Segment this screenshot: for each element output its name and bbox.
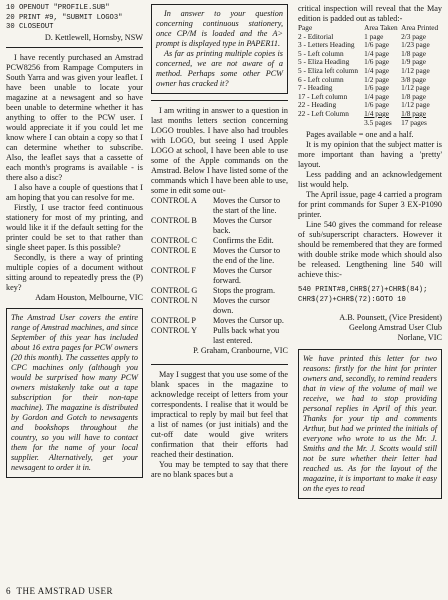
command-desc: Moves the Cursor back. [213, 216, 272, 235]
command-desc: Moves the Cursor up. [213, 316, 284, 325]
command-desc: Pulls back what you last entered. [213, 326, 280, 345]
editor-reply: In answer to your question concerning continuous stationery, once CP/M is loaded and the A> prompt is displayed type in PAPER11. [156, 9, 283, 48]
column-left [6, 4, 143, 478]
letter-blank-spaces [151, 370, 288, 480]
table-cell [298, 119, 364, 128]
table-total-row [298, 119, 442, 128]
table-cell: 17 pages [401, 117, 427, 127]
code-line: 540 PRINT#8,CHR$(27)+CHR$(84); [298, 286, 428, 295]
table-header: Page [298, 23, 313, 32]
command-key: CONTROL N [151, 296, 198, 305]
command-key: CONTROL C [151, 236, 197, 245]
command-key: CONTROL P [151, 316, 196, 325]
paragraph: critical inspection will reveal that the May edition is padded out as tabled:- [298, 4, 442, 23]
letter-signature: Norlane, VIC [397, 333, 442, 343]
code-listing [298, 286, 442, 305]
table-header: Area Printed [401, 23, 439, 32]
command-row [151, 246, 288, 266]
command-list [151, 196, 288, 346]
letter-pcw [6, 53, 143, 303]
letter-signature: A.B. Pounsett, (Vice President) [339, 313, 442, 323]
paragraph: Line 540 gives the command for release of sub/superscript characters. However it should be remembered that they are formed with double strike mode which should also be released. Lengthening line 540 will achieve this:- [298, 220, 442, 280]
command-key: CONTROL F [151, 266, 196, 275]
magazine-name: THE AMSTRAD USER [16, 586, 114, 596]
table-cell: 3 - Letters Heading [298, 40, 355, 50]
letter-signature: P. Graham, Cranbourne, VIC [193, 346, 288, 355]
table-cell: 1/9 page [401, 57, 427, 67]
letter-logo [151, 106, 288, 356]
command-desc: Confirms the Edit. [213, 236, 274, 245]
table-cell: 1/8 page [401, 48, 427, 58]
table-cell: 1 page [364, 31, 384, 41]
command-row [151, 316, 288, 326]
divider [151, 100, 288, 101]
command-row [151, 266, 288, 286]
editor-reply: We have printed this letter for two reasons: firstly for the hint for printer owners and, secondly, to remind readers that in view of the volume of mail we receive, we had to stop providing personal replies in April of this year. Thanks for your tip and comments Arthur, but had we printed the initials of everyone who wrote to us the Mr. J. Smiths and the Mr. J. Scotts would still not be sure whether their letter had reached us. As for the layout of the magazine, it is important to make it easy on the eyes to read [303, 354, 437, 494]
code-line: 20 PRINT #9, "SUBMIT LOGO3" [6, 13, 123, 22]
page-number: 6 [6, 586, 11, 596]
table-cell: 22 - Heading [298, 100, 337, 110]
code-line: 10 OPENOUT "PROFILE.SUB" [6, 4, 110, 12]
table-cell: 1/12 page [401, 83, 430, 93]
table-cell: 3.5 pages [364, 117, 392, 127]
table-cell: 5 - Eliza Heading [298, 57, 350, 67]
paragraph: The April issue, page 4 carried a program for print commands for Super 3 EX-P1090 printer. [298, 190, 442, 220]
table-cell: 2 - Editorial [298, 31, 334, 41]
command-desc: Moves the cursor down. [213, 296, 270, 315]
table-cell: 2/3 page [401, 31, 427, 41]
column-right [298, 4, 442, 499]
paragraph: May I suggest that you use some of the blank spaces in the magazine to acknowledge receipt of letters from your correspondents. I realise that it would be impractical to reply by mail but feel that a list of names (or just initials) and the cut-off date would give writers confirmation that their efforts had reached their destination. [151, 370, 288, 459]
table-cell: 5 - Left column [298, 48, 344, 58]
paragraph: I also have a couple of questions that I am hoping that you can resolve for me. [6, 182, 143, 202]
letter-signature: D. Kettlewell, Hornsby, NSW [44, 32, 143, 42]
code-line: CHR$(27)+CHR$(72):GOTO 10 [298, 295, 406, 304]
padding-table [298, 24, 442, 127]
command-key: CONTROL E [151, 246, 197, 255]
command-key: CONTROL G [151, 286, 198, 295]
table-cell: 1/12 page [401, 100, 430, 110]
command-row [151, 196, 288, 216]
command-row [151, 216, 288, 236]
divider [6, 47, 143, 48]
code-line: 30 CLOSEOUT [6, 23, 54, 31]
editor-reply: The Amstrad User covers the entire range of Amstrad machines, and since September of this year has included about 16 extra pages for PCW owners (20 this month). The cassettes apply to CPC machines only (although you would be surprised how many PCW owners mistakenly take out a tape subscription for their non-tape machine). The magazine is distributed by Gordon and Gotch to newsagents and bookshops throughout the country, so you will have to contact them for the name of your local supplier. Alternatively, get your newsagent to order it in. [11, 312, 138, 472]
command-key: CONTROL Y [151, 326, 198, 335]
command-key: CONTROL A [151, 196, 197, 205]
command-row [151, 236, 288, 246]
table-cell: 1/6 page [364, 83, 390, 93]
command-desc: Moves the Cursor to the end of the line. [213, 246, 281, 265]
command-key: CONTROL B [151, 216, 197, 225]
paragraph: You may be tempted to say that there are no blank spaces but a [151, 460, 288, 479]
table-cell: 1/4 page [364, 48, 390, 58]
editor-reply-box [151, 4, 288, 94]
table-cell: 1/12 page [401, 65, 430, 75]
table-cell: 3/8 page [401, 74, 427, 84]
table-cell: 1/6 page [364, 57, 390, 67]
divider [151, 364, 288, 365]
paragraph: I have recently purchased an Amstrad PCW8256 from Rampage Computers in South Yarra and was given your leaflet. I have been unable to locate your magazine at a newsagent and so have been unable to determine whether it has anything to offer to the PCW user. I would appreciate it if you could let me know where I can obtain a copy so that I can determine whether to subscribe. Also, the leaflet says that a cassette of each month's programs is available - is there also a disc? [6, 52, 143, 182]
paragraph: Less padding and an acknowledgement list would help. [298, 170, 442, 190]
table-cell: 1/8 page [401, 108, 427, 118]
table-cell: 1/6 page [364, 40, 390, 50]
table-cell: 5 - Eliza left column [298, 65, 358, 75]
table-cell: 17 - Left column [298, 91, 348, 101]
code-listing [6, 4, 143, 33]
editor-reply-box [6, 308, 143, 478]
paragraph: Secondly, is there a way of printing multiple copies of a document without sitting around to repeatedly press the (P) key? [6, 252, 143, 292]
table-header: Area Taken [364, 23, 398, 32]
paragraph: Firstly, I use tractor feed continuous stationery for most of my printing, and would like it if the default setting for the printer could be set to that rather than single sheet paper. Is this possible? [6, 202, 143, 252]
page-footer [6, 586, 113, 596]
table-cell: 6 - Left column [298, 74, 344, 84]
editor-reply-box [298, 349, 442, 499]
command-desc: Stops the program. [213, 286, 276, 295]
editor-reply: As far as printing multiple copies is concerned, we are not aware of a method. Perhaps some other PCW owner has cracked it? [156, 49, 283, 88]
table-cell: 1/23 page [401, 40, 430, 50]
paragraph: It is my opinion that the subject matter is more important than having a 'pretty' layout. [298, 140, 442, 170]
column-middle [151, 4, 288, 480]
table-cell: 1/2 page [364, 74, 390, 84]
paragraph: Pages available = one and a half. [306, 130, 414, 140]
table-cell: 1/8 page [401, 91, 427, 101]
table-cell: 1/4 page [364, 108, 390, 118]
table-cell: 7 - Heading [298, 83, 333, 93]
command-desc: Moves the Cursor forward. [213, 266, 272, 285]
letter-signature: Adam Houston, Melbourne, VIC [35, 292, 143, 302]
table-cell: 1/4 page [364, 91, 390, 101]
command-desc: Moves the Cursor to the start of the line. [213, 196, 281, 215]
command-row [151, 326, 288, 346]
table-cell: 1/6 page [364, 100, 390, 110]
letter-signature: Geelong Amstrad User Club [348, 323, 442, 333]
command-row [151, 296, 288, 316]
command-row [151, 286, 288, 296]
table-cell: 1/4 page [364, 65, 390, 75]
table-cell: 22 - Left Column [298, 108, 349, 118]
paragraph: I am writing in answer to a question in last months letters section concerning LOGO troubles. I have also had troubles with LOGO, but seeing I used Apple LOGO at school, I have been able to use some of the Apple commands on the Amstrad. Below I have listed some of the commands which I have been able to use, some in edit some out- [151, 106, 288, 195]
